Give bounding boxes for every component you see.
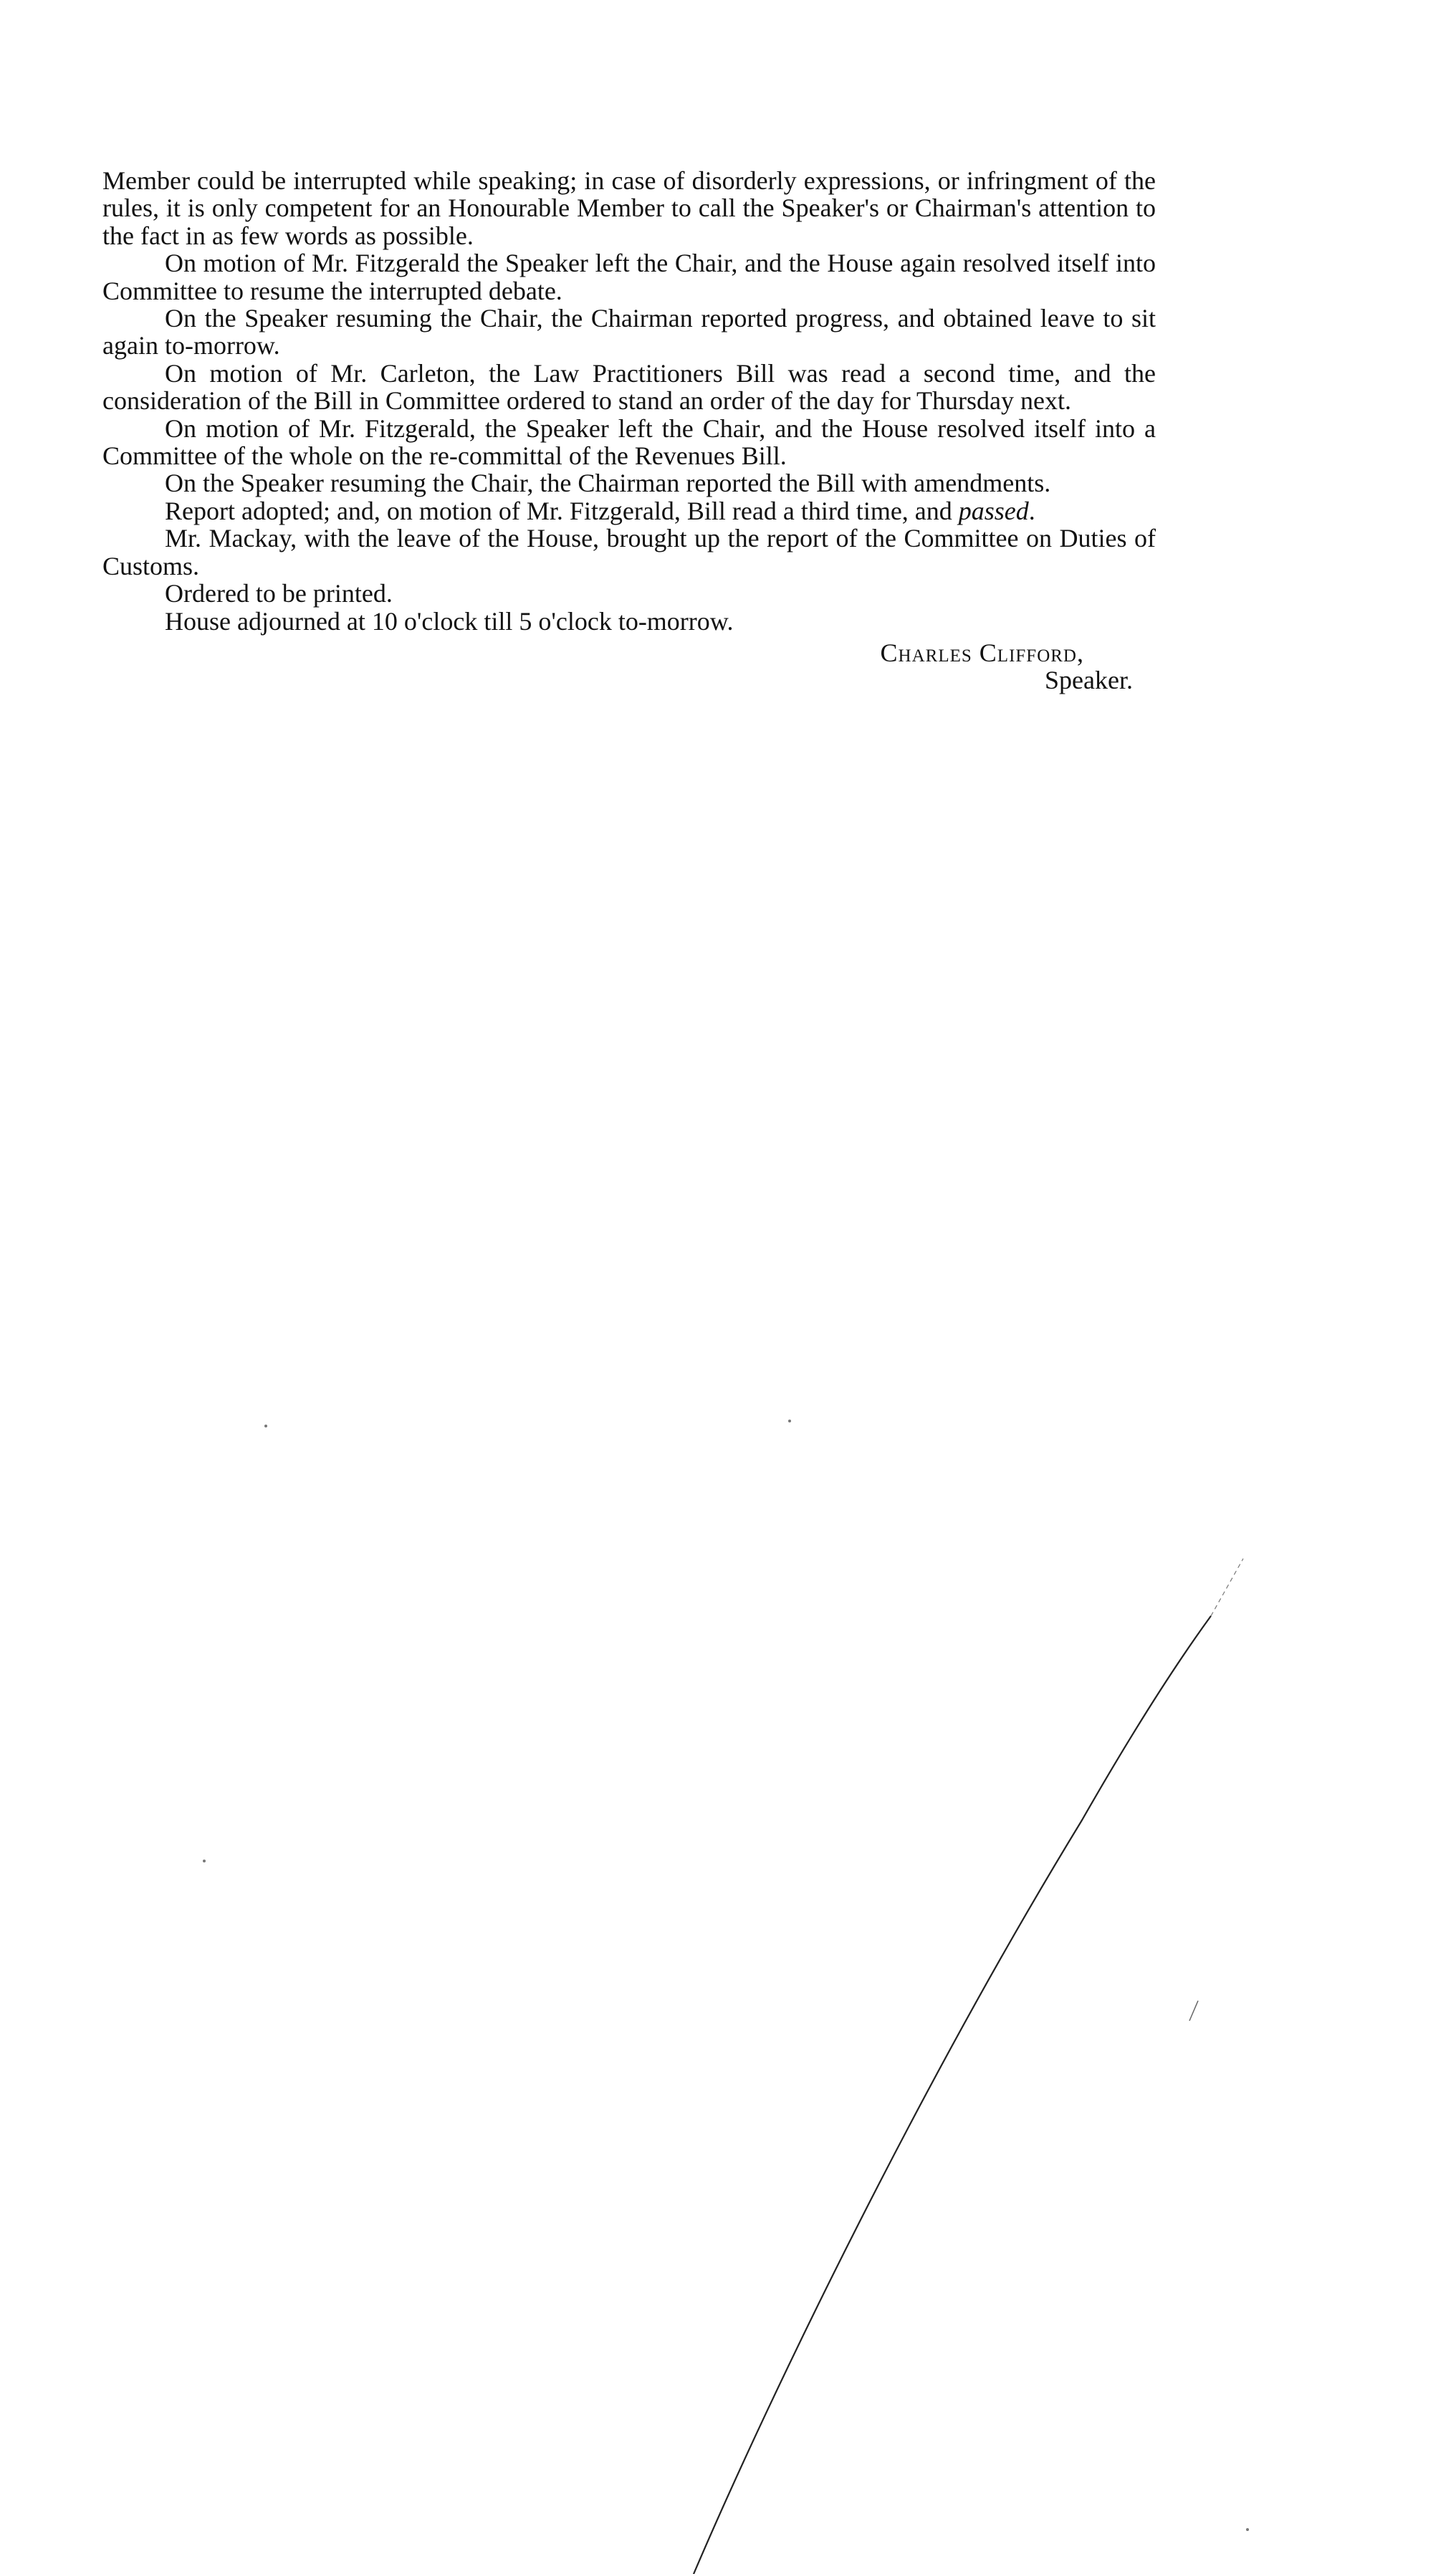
signature-name: Charles Clifford, [880, 638, 1084, 667]
crease-faint-stroke [1211, 1559, 1243, 1616]
paragraph-text: . [1028, 496, 1035, 525]
paragraph: On the Speaker resuming the Chair, the Chairman reported progress, and obtained leave to sit again to-morrow. [102, 304, 1156, 360]
speck-dot [788, 1420, 791, 1422]
paragraph: Member could be interrupted while speaking; in case of disorderly expressions, or infringment of the rules, it is only competent for an Honourable Member to call the Speaker's or Chairman's attention to the fact in as few words as possible. [102, 166, 1156, 250]
paragraph: On motion of Mr. Fitzgerald, the Speaker left the Chair, and the House resolved itself into a Committee of the whole on the re-committal of the Revenues Bill. [102, 413, 1156, 471]
paragraph: Mr. Mackay, with the leave of the House, brought up the report of the Committee on Duties of Customs. [102, 524, 1156, 580]
paragraph: House adjourned at 10 o'clock till 5 o'clock to-morrow. [165, 606, 734, 636]
paragraph: Ordered to be printed. [165, 579, 393, 608]
crease-stroke [694, 1616, 1211, 2574]
speck-dot [264, 1425, 267, 1427]
speck-dot [1246, 2528, 1249, 2531]
signature-title: Speaker. [1045, 666, 1133, 695]
paragraph-text: Report adopted; and, on motion of Mr. Fitzgerald, Bill read a third time, and [165, 496, 959, 525]
speck-mark [1189, 2001, 1198, 2021]
paragraph: On the Speaker resuming the Chair, the Chairman reported the Bill with amendments. [165, 469, 1051, 498]
speck-dot [203, 1860, 206, 1862]
paragraph: On motion of Mr. Fitzgerald the Speaker left the Chair, and the House again resolved itself into Committee to resume the interrupted debate. [102, 249, 1156, 305]
paragraph: On motion of Mr. Carleton, the Law Practitioners Bill was read a second time, and the consideration of the Bill in Committee ordered to stand an order of the day for Thursday next. [102, 358, 1156, 416]
emphasized-word: passed [958, 496, 1029, 525]
